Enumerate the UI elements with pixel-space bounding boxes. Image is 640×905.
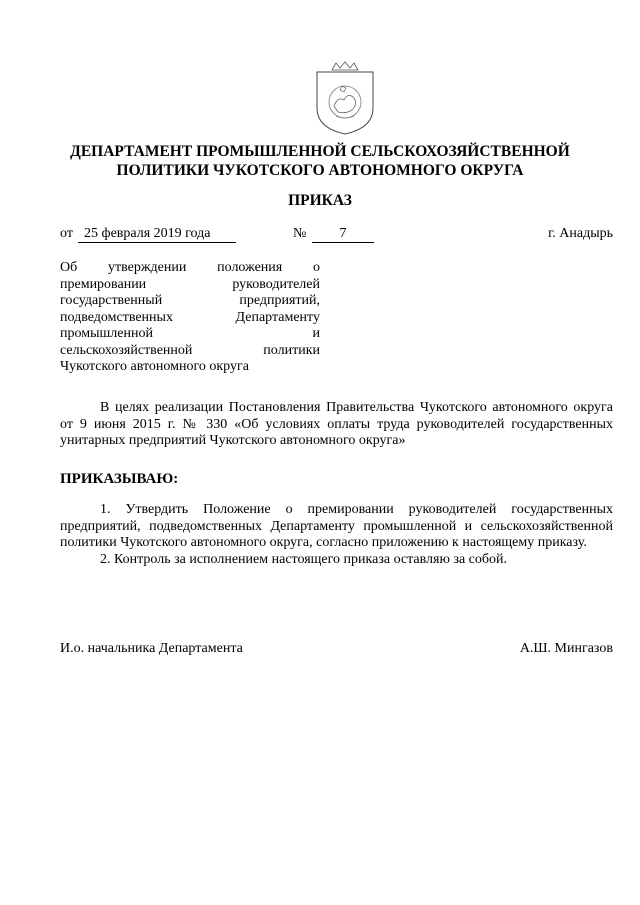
department-header bbox=[40, 142, 600, 180]
intro-paragraph: В целях реализации Постановления Правительства Чукотского автономного округа от 9 июня 2015 г. № 330 «Об условиях оплаты труда руководителей государственных унитарных предприятий Чукотского автономного округа» bbox=[60, 400, 613, 448]
decree-word: ПРИКАЗЫВАЮ: bbox=[60, 471, 179, 487]
order-item: 2. Контроль за исполнением настоящего приказа оставляю за собой. bbox=[100, 551, 508, 567]
document-type: ПРИКАЗ bbox=[288, 192, 352, 209]
signatory-name: А.Ш. Мингазов bbox=[519, 641, 613, 656]
subject-line: Об утверждении положения о bbox=[60, 260, 320, 275]
signature-block bbox=[60, 641, 613, 661]
order-number: 7 bbox=[312, 226, 374, 243]
subject-line: подведомственных Департаменту bbox=[60, 309, 320, 325]
order-items bbox=[60, 502, 613, 568]
subject-line: промышленной и bbox=[60, 326, 320, 341]
header-line-1: ДЕПАРТАМЕНТ ПРОМЫШЛЕННОЙ СЕЛЬСКОХОЗЯЙСТВЕННОЙ bbox=[70, 143, 570, 160]
signatory-position: И.о. начальника Департамента bbox=[60, 641, 243, 656]
order-date: 25 февраля 2019 года bbox=[78, 226, 236, 243]
city: г. Анадырь bbox=[548, 226, 613, 241]
from-label: от bbox=[60, 226, 73, 241]
order-subject bbox=[60, 260, 320, 376]
order-meta bbox=[60, 226, 613, 246]
subject-line: Чукотского автономного округа bbox=[60, 359, 249, 374]
header-line-2: ПОЛИТИКИ ЧУКОТСКОГО АВТОНОМНОГО ОКРУГА bbox=[116, 162, 524, 179]
subject-line: премировании руководителей bbox=[60, 276, 320, 292]
chukotka-coat-of-arms-icon bbox=[314, 60, 376, 136]
order-item: 1. Утвердить Положение о премировании руководителей государственных предприятий, подведомственных Департаменту промышленной и сельскохозяйственной политики Чукотского автономного округа, согласно приложению к настоящему приказу. bbox=[60, 502, 613, 550]
subject-line: государственный предприятий, bbox=[60, 293, 320, 308]
number-label: № bbox=[293, 226, 307, 241]
subject-line: сельскохозяйственной политики bbox=[60, 342, 320, 358]
